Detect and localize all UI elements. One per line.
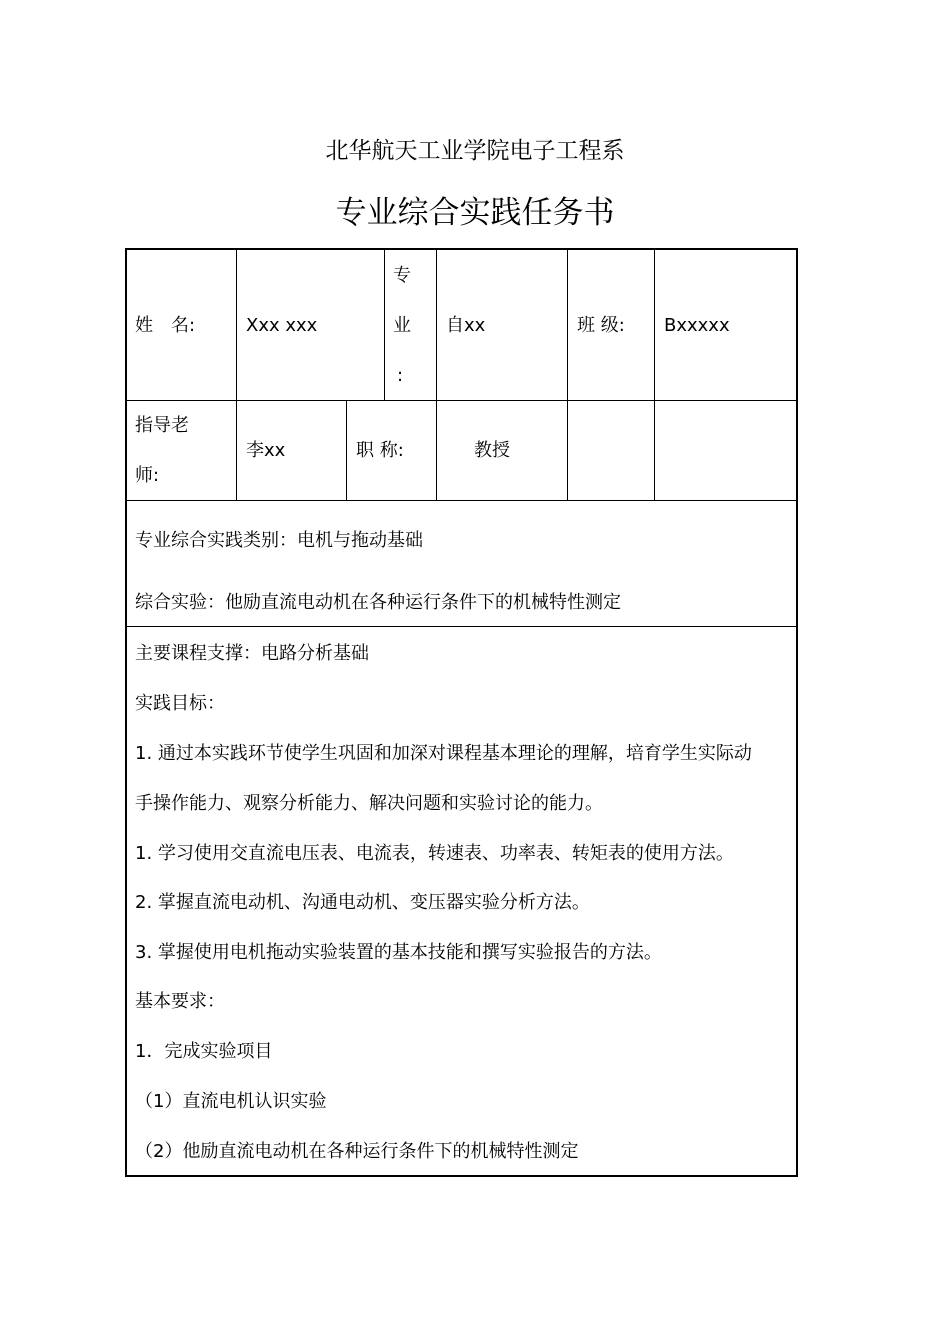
body-line: 1. 学习使用交直流电压表、电流表，转速表、功率表、转矩表的使用方法。 xyxy=(135,843,734,864)
experiment-title: 综合实验：他励直流电动机在各种运行条件下的机械特性测定 xyxy=(135,592,621,613)
body-line: 1．完成实验项目 xyxy=(135,1041,273,1062)
body-line: （1）直流电机认识实验 xyxy=(135,1091,327,1112)
column-divider xyxy=(346,400,347,500)
body-line: 实践目标： xyxy=(135,693,225,714)
row-divider xyxy=(126,500,797,501)
advisor-label-line-1: 指导老 xyxy=(135,415,189,436)
class-label: 班 级: xyxy=(577,315,625,336)
document-title: 专业综合实践任务书 xyxy=(335,195,615,231)
column-divider xyxy=(236,249,237,500)
column-divider xyxy=(384,249,385,400)
task-table xyxy=(125,248,798,1177)
major-label-char-1: 专 xyxy=(393,265,411,286)
body-line: 基本要求： xyxy=(135,991,225,1012)
body-line: 1. 通过本实践环节使学生巩固和加深对课程基本理论的理解，培育学生实际动 xyxy=(135,743,752,764)
row-divider xyxy=(126,400,797,401)
row-divider xyxy=(126,626,797,627)
title-value: 教授 xyxy=(474,440,510,461)
advisor-value: 李xx xyxy=(246,440,286,461)
body-line: 3. 掌握使用电机拖动实验装置的基本技能和撰写实验报告的方法。 xyxy=(135,942,662,963)
practice-category: 专业综合实践类别：电机与拖动基础 xyxy=(135,530,423,551)
body-line: （2）他励直流电动机在各种运行条件下的机械特性测定 xyxy=(135,1141,579,1162)
major-label-char-2: 业 xyxy=(393,315,411,336)
column-divider xyxy=(654,249,655,500)
major-label-colon: : xyxy=(397,365,404,386)
title-label: 职 称: xyxy=(356,440,404,461)
name-value: Xxx xxx xyxy=(246,315,318,336)
column-divider xyxy=(436,249,437,500)
advisor-label-line-2: 师: xyxy=(135,465,160,486)
body-line: 主要课程支撑：电路分析基础 xyxy=(135,643,369,664)
body-line: 2. 掌握直流电动机、沟通电动机、变压器实验分析方法。 xyxy=(135,892,590,913)
major-value: 自xx xyxy=(446,315,486,336)
class-value: Bxxxxx xyxy=(664,315,730,336)
institution-heading: 北华航天工业学院电子工程系 xyxy=(325,138,625,164)
body-line: 手操作能力、观察分析能力、解决问题和实验讨论的能力。 xyxy=(135,793,603,814)
column-divider xyxy=(567,249,568,500)
name-label: 姓 名: xyxy=(135,315,196,336)
